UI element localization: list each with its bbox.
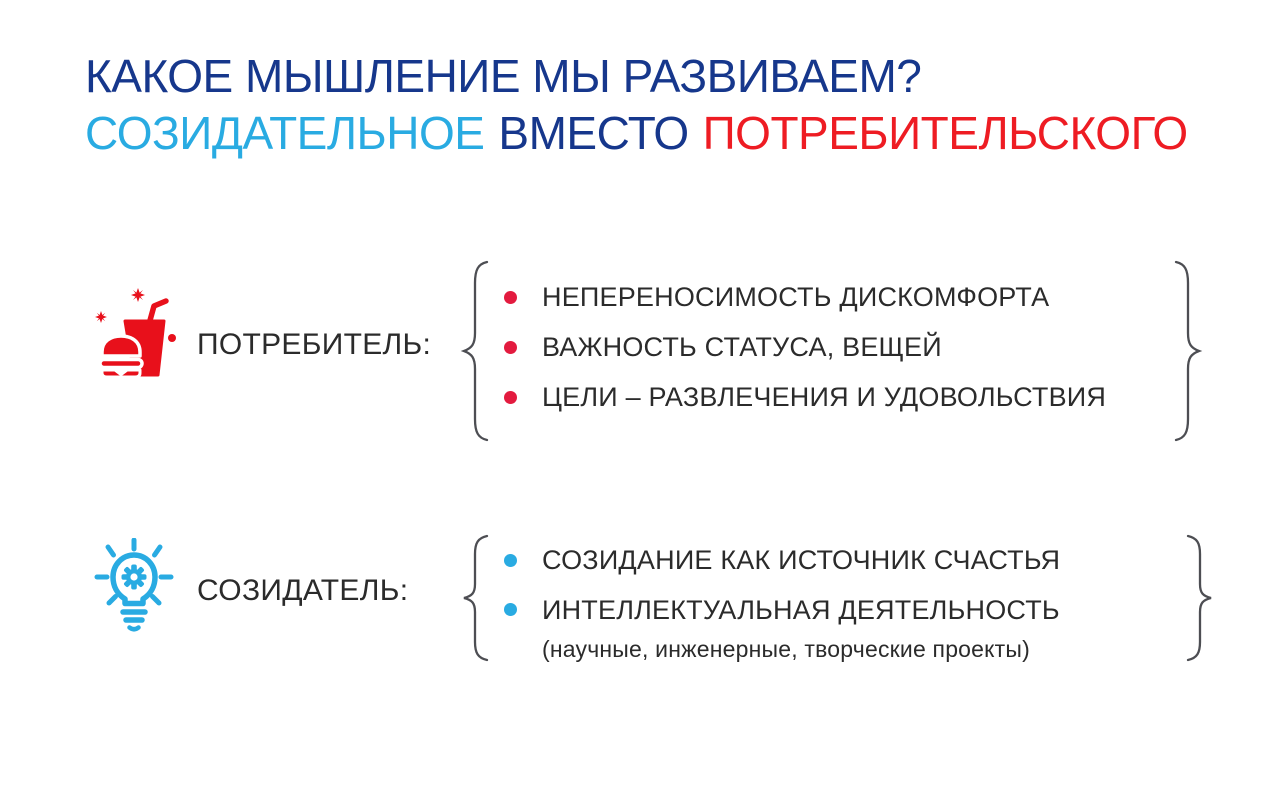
creator-list <box>504 535 1060 663</box>
curly-brace-left <box>456 259 496 443</box>
creator-label: СОЗИДАТЕЛЬ: <box>197 574 409 607</box>
title-line2 <box>85 105 1188 162</box>
bulb-base <box>123 612 145 629</box>
bullet-dot <box>504 391 517 404</box>
sparkle-dot <box>168 334 176 342</box>
item-main-text: ИНТЕЛЛЕКТУАЛЬНАЯ ДЕЯТЕЛЬНОСТЬ <box>542 595 1060 625</box>
title-word-creative: СОЗИДАТЕЛЬНОЕ <box>85 107 485 159</box>
lightbulb-gear-icon <box>88 538 188 638</box>
consumer-label: ПОТРЕБИТЕЛЬ: <box>197 328 432 361</box>
bullet-dot <box>504 554 517 567</box>
bullet-dot <box>504 291 517 304</box>
bullet-dot <box>504 341 517 354</box>
list-item: СОЗИДАНИЕ КАК ИСТОЧНИК СЧАСТЬЯ <box>504 535 1060 585</box>
title-line1: КАКОЕ МЫШЛЕНИЕ МЫ РАЗВИВАЕМ? <box>85 50 922 102</box>
title-word-consumer: ПОТРЕБИТЕЛЬСКОГО <box>702 107 1188 159</box>
curly-brace-right <box>1179 533 1219 663</box>
slide-title <box>85 48 1188 162</box>
item-subtext: (научные, инженерные, творческие проекты) <box>542 636 1031 662</box>
curly-brace-right <box>1167 259 1207 443</box>
gear <box>122 565 147 590</box>
list-item <box>504 585 1060 663</box>
sparkle-icon <box>131 288 145 302</box>
fastfood-icon <box>86 283 190 387</box>
sparkle-icon <box>95 311 107 323</box>
consumer-list <box>504 272 1106 422</box>
list-item: ВАЖНОСТЬ СТАТУСА, ВЕЩЕЙ <box>504 322 1106 372</box>
curly-brace-left <box>456 533 496 663</box>
list-item: ЦЕЛИ – РАЗВЛЕЧЕНИЯ И УДОВОЛЬСТВИЯ <box>504 372 1106 422</box>
bullet-dot <box>504 603 517 616</box>
burger-top-bun <box>102 336 140 356</box>
burger-middle <box>100 360 142 368</box>
list-item: НЕПЕРЕНОСИМОСТЬ ДИСКОМФОРТА <box>504 272 1106 322</box>
burger-bottom-bun <box>102 370 140 377</box>
title-word-instead: ВМЕСТО <box>498 107 689 159</box>
